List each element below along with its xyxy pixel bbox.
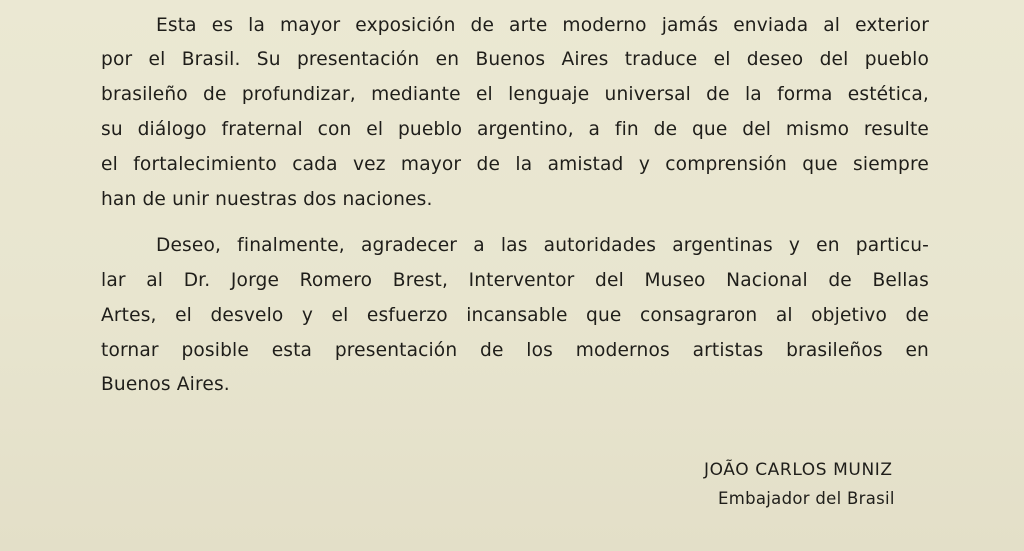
text-line: han de unir nuestras dos naciones. — [101, 189, 433, 210]
signature-name: JOÃO CARLOS MUNIZ — [704, 460, 893, 480]
text-line: Artes, el desvelo y el esfuerzo incansable que consagraron al objetivo de — [101, 305, 929, 326]
text-line: Esta es la mayor exposición de arte moderno jamás enviada al exterior — [156, 15, 929, 36]
text-line: lar al Dr. Jorge Romero Brest, Interventor del Museo Nacional de Bellas — [101, 270, 929, 291]
text-line: brasileño de profundizar, mediante el lenguaje universal de la forma estética, — [101, 84, 929, 105]
text-line: Buenos Aires. — [101, 374, 230, 395]
text-line: tornar posible esta presentación de los modernos artistas brasileños en — [101, 340, 929, 361]
text-line: por el Brasil. Su presentación en Buenos Aires traduce el deseo del pueblo — [101, 49, 929, 70]
signature-title: Embajador del Brasil — [718, 489, 895, 508]
text-line: su diálogo fraternal con el pueblo argentino, a fin de que del mismo resulte — [101, 119, 929, 140]
text-line: el fortalecimiento cada vez mayor de la amistad y comprensión que siempre — [101, 154, 929, 175]
text-line: Deseo, finalmente, agradecer a las autoridades argentinas y en particu- — [156, 235, 929, 256]
